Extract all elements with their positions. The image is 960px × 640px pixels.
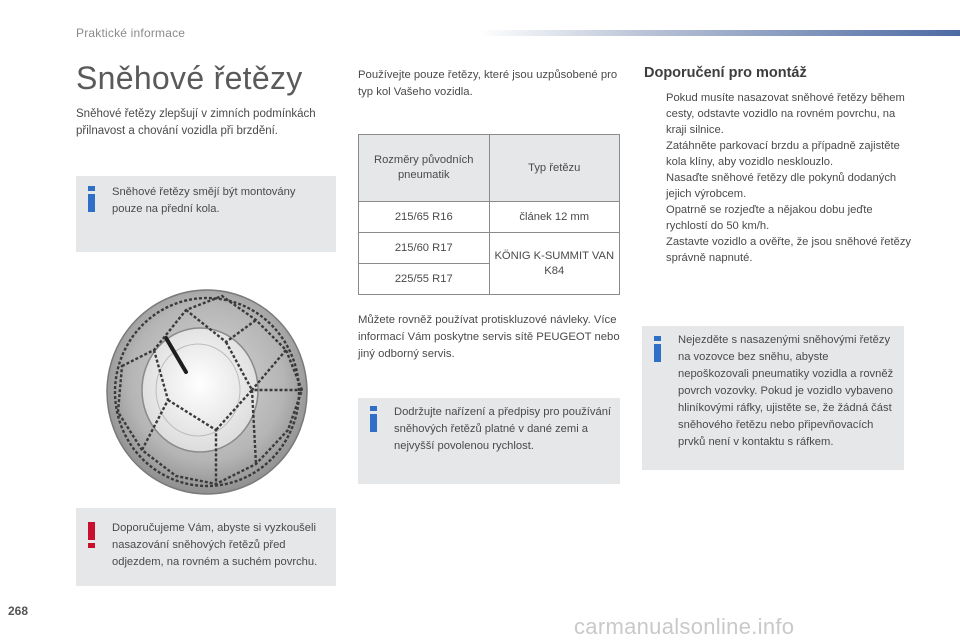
table-cell-size: 215/65 R16 [359, 202, 490, 233]
section-label: Praktické informace [76, 26, 186, 40]
intro-text: Sněhové řetězy zlepšují v zimních podmínkách přilnavost a chování vozidla při brzdění. [76, 108, 316, 137]
table-header-type: Typ řetězu [489, 135, 620, 202]
info-icon [654, 336, 661, 362]
list-item: Opatrně se rozjeďte a nějakou dobu jeďte rychlostí do 50 km/h. [666, 204, 873, 232]
warning-test-text: Doporučujeme Vám, abyste si vyzkoušeli nasazování sněhových řetězů před odjezdem, na rovném a suchém povrchu. [112, 522, 318, 568]
snow-chain-illustration [96, 280, 318, 502]
covers-text: Můžete rovněž používat protiskluzové návleky. Více informací Vám poskytne servis sítě PEUGEOT nebo jiný odborný servis. [358, 314, 620, 360]
page-title: Sněhové řetězy [76, 60, 303, 96]
table-header-row [359, 135, 620, 202]
use-only-text: Používejte pouze řetězy, které jsou uzpůsobené pro typ kol Vašeho vozidla. [358, 69, 618, 98]
info-no-snow-text: Nejezděte s nasazenými sněhovými řetězy na vozovce bez sněhu, abyste nepoškozovali pneumatiky vozidla a rovněž povrch vozovky. Pokud je vozidlo vybaveno hliníkovými ráfky, ujistěte se, že žádná část sněhového řetězu nebo připevňovacích prvků není v kontaktu s ráfkem. [678, 334, 894, 448]
table-cell-size: 215/60 R17 [359, 233, 490, 264]
list-item: Nasaďte sněhové řetězy dle pokynů dodaných jejich výrobcem. [666, 172, 897, 200]
tyre-chain-table [358, 134, 620, 295]
list-item: Zastavte vozidlo a ověřte, že jsou sněhové řetězy správně napnuté. [666, 236, 912, 264]
info-box-regulations [358, 398, 620, 484]
info-icon [370, 406, 377, 432]
list-item: Pokud musíte nasazovat sněhové řetězy během cesty, odstavte vozidlo na rovném povrchu, na kraji silnice. [666, 92, 905, 136]
mounting-steps-list [644, 90, 914, 266]
list-item: Zatáhněte parkovací brzdu a případně zajistěte kola klíny, aby vozidlo nesklouzlo. [666, 140, 900, 168]
info-regulations-text: Dodržujte nařízení a předpisy pro používání sněhových řetězů platné v dané zemi a nejvyšší povolenou rychlost. [394, 406, 612, 452]
watermark-text: carmanualsonline.info [574, 614, 795, 639]
table-row [359, 233, 620, 264]
table-header-size: Rozměry původních pneumatik [359, 135, 490, 202]
table-row [359, 202, 620, 233]
info-front-text: Sněhové řetězy smějí být montovány pouze na přední kola. [112, 186, 296, 215]
header-gradient-bar [478, 30, 960, 36]
mounting-title: Doporučení pro montáž [644, 65, 807, 81]
warning-box-test-mounting [76, 508, 336, 586]
table-cell-size: 225/55 R17 [359, 264, 490, 295]
warning-icon [88, 522, 95, 548]
table-cell-type: KÖNIG K-SUMMIT VAN K84 [489, 233, 620, 295]
page-number: 268 [8, 604, 29, 618]
info-box-no-snow [642, 326, 904, 470]
table-cell-type: článek 12 mm [489, 202, 620, 233]
info-icon [88, 186, 95, 212]
info-box-front-wheels [76, 176, 336, 252]
